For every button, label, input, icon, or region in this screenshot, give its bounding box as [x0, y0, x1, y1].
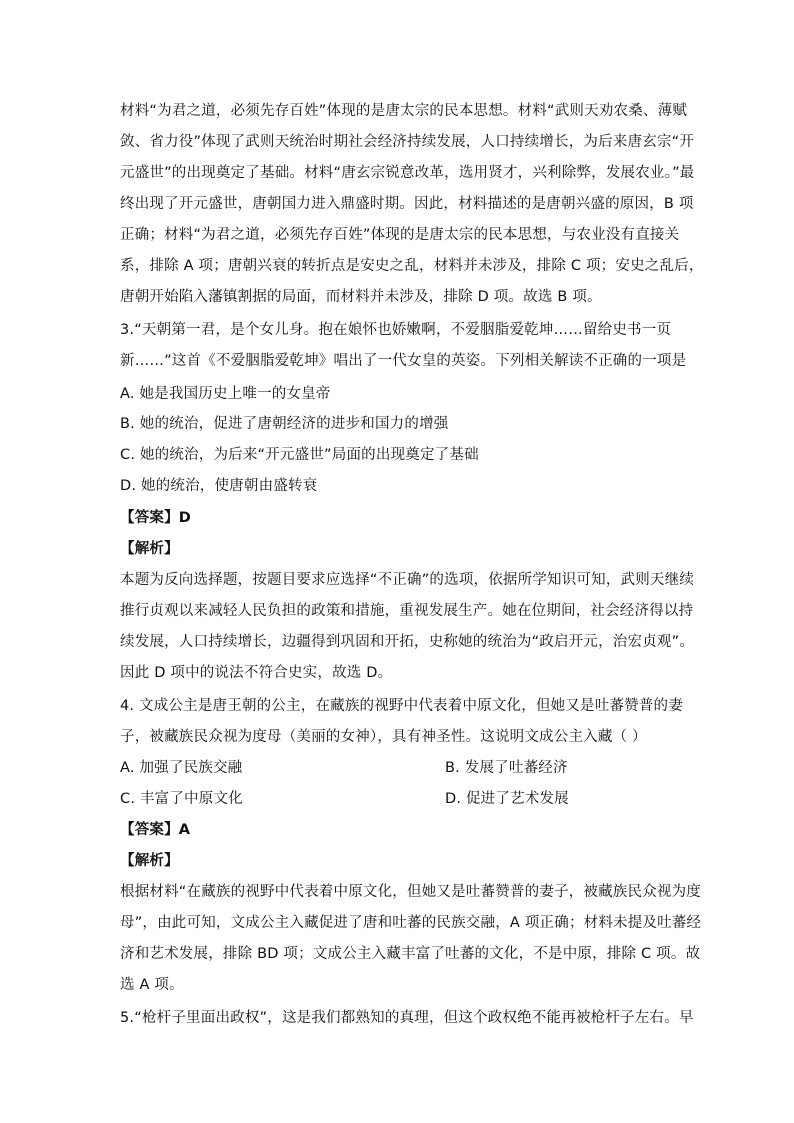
text-line: 元盛世”的出现奠定了基础。材料“唐玄宗锐意改革，选用贤才，兴利除弊，发展农业。”最: [120, 165, 695, 181]
option-a: A. 加强了民族交融: [120, 760, 243, 776]
answer-heading: 【答案】D: [120, 510, 192, 526]
text-line: 终出现了开元盛世，唐朝国力进入鼎盛时期。因此，材料描述的是唐朝兴盛的原因，B 项: [120, 196, 694, 212]
option-b: B. 她的统治，促进了唐朝经济的进步和国力的增强: [120, 416, 449, 432]
text-line: 唐朝开始陷入藩镇割据的局面，而材料并未涉及，排除 D 项。故选 B 项。: [120, 289, 602, 305]
text-line: 因此 D 项中的说法不符合史实，故选 D。: [120, 665, 393, 681]
text-line: 正确；材料“为君之道，必须先存百姓”体现的是唐太宗的民本思想，与农业没有直接关: [120, 227, 680, 243]
text-line: 母”，由此可知，文成公主入藏促进了唐和吐蕃的民族交融，A 项正确；材料未提及吐蕃经: [120, 915, 702, 931]
option-b: B. 发展了吐蕃经济: [445, 760, 568, 776]
question-3-stem: 3.“天朝第一君，是个女儿身。抱在娘怀也娇嫩啊，不爱胭脂爱乾坤……留给史书一页: [120, 322, 672, 338]
question-5-stem: 5.“枪杆子里面出政权”，这是我们都熟知的真理，但这个政权绝不能再被枪杆子左右。早: [120, 1010, 694, 1026]
question-4-stem: 子，被藏族民众视为度母（美丽的女神），具有神圣性。这说明文成公主入藏（ ）: [120, 729, 647, 745]
text-line: 材料“为君之道，必须先存百姓”体现的是唐太宗的民本思想。材料“武则天劝农桑、薄赋: [120, 103, 688, 119]
option-d: D. 促进了艺术发展: [445, 791, 569, 807]
option-c: C. 丰富了中原文化: [120, 791, 243, 807]
text-line: 续发展，人口持续增长，边疆得到巩固和开拓，史称她的统治为“政启开元，治宏贞观”。: [120, 634, 695, 650]
text-line: 推行贞观以来减轻人民负担的政策和措施，重视发展生产。她在位期间，社会经济得以持: [120, 603, 694, 619]
option-c: C. 她的统治，为后来“开元盛世”局面的出现奠定了基础: [120, 447, 479, 463]
question-3-stem: 新……”这首《不爱胭脂爱乾坤》唱出了一代女皇的英姿。下列相关解读不正确的一项是: [120, 353, 687, 369]
analysis-heading: 【解析】: [120, 541, 179, 557]
text-line: 敛、省力役”体现了武则天统治时期社会经济持续发展，人口持续增长，为后来唐玄宗“开: [120, 134, 695, 150]
text-line: 选 A 项。: [120, 977, 184, 993]
text-line: 济和艺术发展，排除 BD 项；文成公主入藏丰富了吐蕃的文化，不是中原，排除 C 项。故: [120, 946, 701, 962]
option-a: A. 她是我国历史上唯一的女皇帝: [120, 386, 331, 402]
option-d: D. 她的统治，使唐朝由盛转衰: [120, 478, 318, 494]
answer-heading: 【答案】A: [120, 822, 191, 838]
text-line: 本题为反向选择题，按题目要求应选择“不正确”的选项，依据所学知识可知，武则天继续: [120, 572, 695, 588]
question-4-stem: 4. 文成公主是唐王朝的公主，在藏族的视野中代表着中原文化，但她又是吐蕃赞普的妻: [120, 698, 683, 714]
analysis-heading: 【解析】: [120, 853, 179, 869]
text-line: 根据材料“在藏族的视野中代表着中原文化，但她又是吐蕃赞普的妻子，被藏族民众视为度: [120, 884, 702, 900]
text-line: 系，排除 A 项；唐朝兴衰的转折点是安史之乱，材料并未涉及，排除 C 项；安史之乱后，: [120, 258, 704, 274]
